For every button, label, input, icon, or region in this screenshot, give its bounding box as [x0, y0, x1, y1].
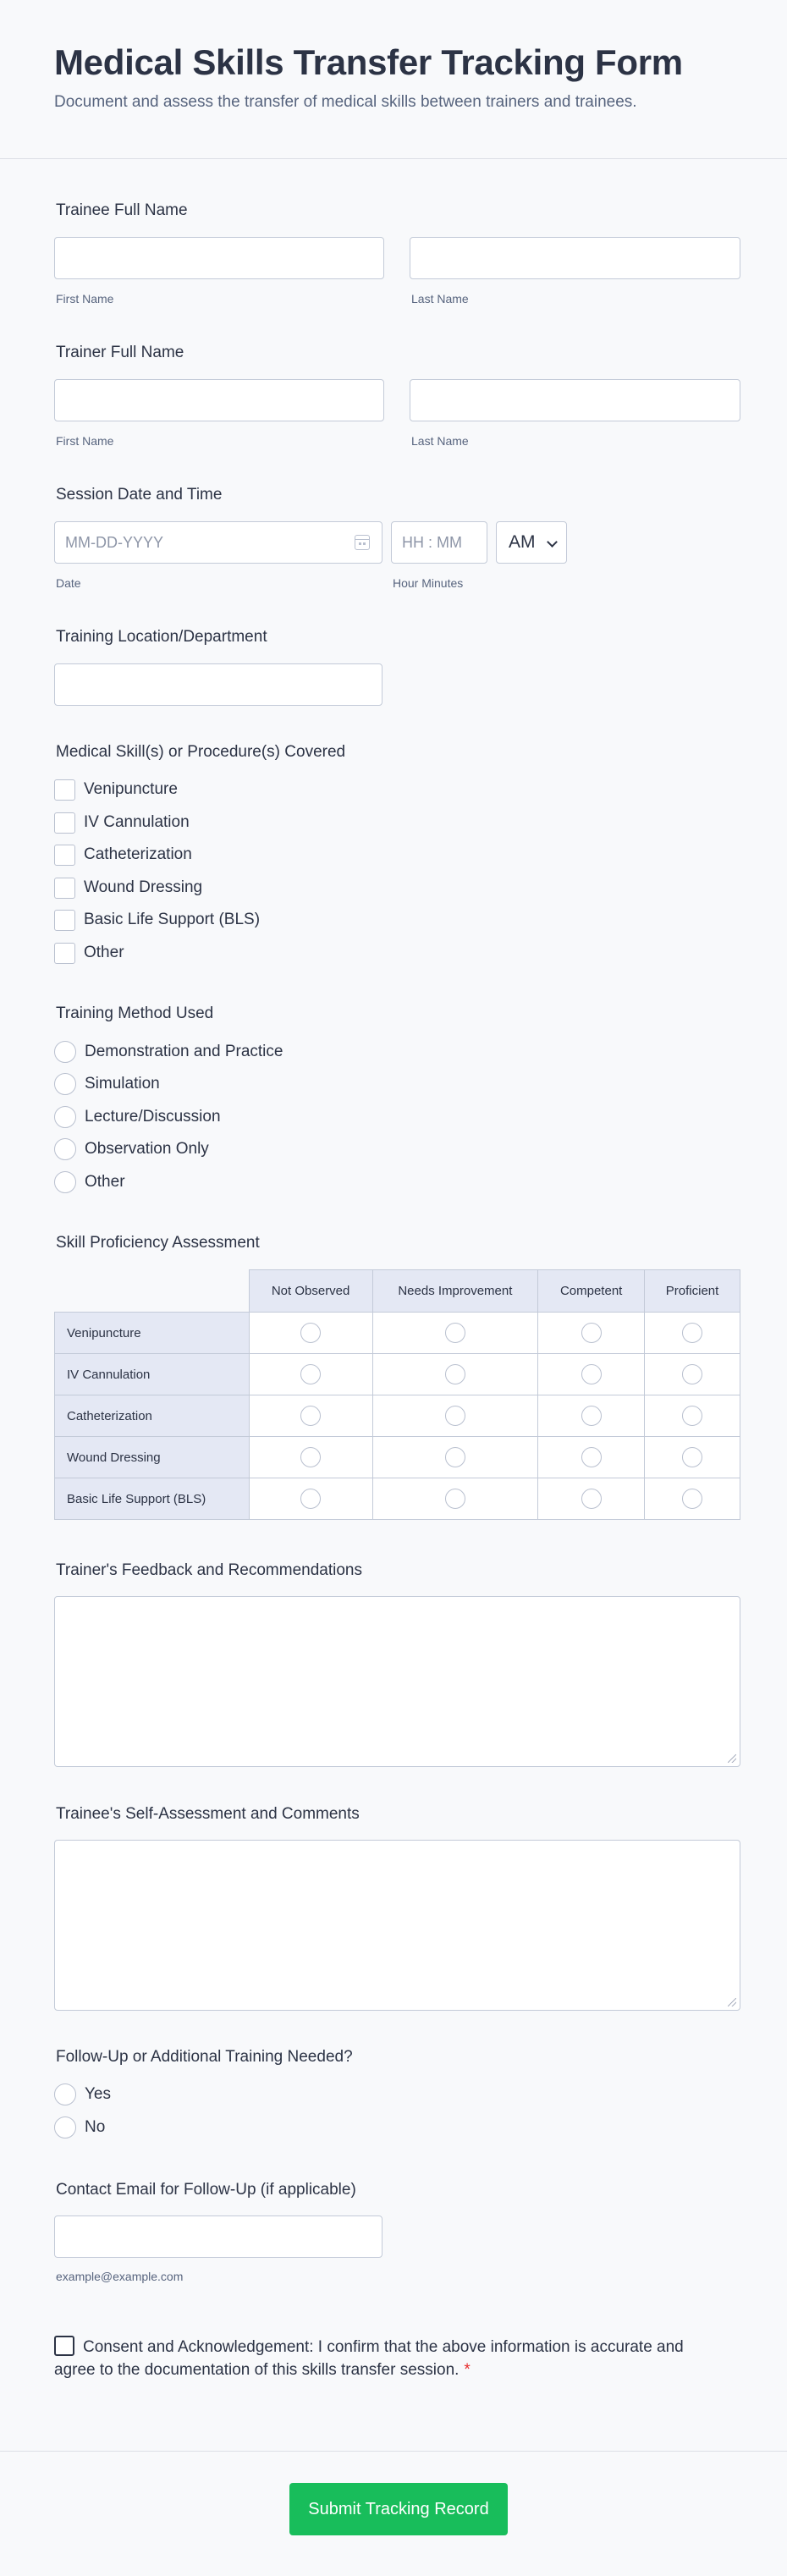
skill-option-label: Wound Dressing — [84, 878, 203, 896]
follow-up-option-label: Yes — [85, 2085, 111, 2103]
self-assessment-label: Trainee's Self-Assessment and Comments — [56, 1805, 360, 1823]
trainee-last-name-sublabel: Last Name — [411, 292, 469, 305]
page-subtitle: Document and assess the transfer of medical skills between trainers and trainees. — [54, 93, 637, 111]
skill-option-other[interactable] — [54, 941, 124, 965]
matrix-row-header: Wound Dressing — [55, 1437, 250, 1478]
resize-handle-icon[interactable] — [728, 1998, 736, 2006]
skill-option-label: Venipuncture — [84, 780, 178, 798]
radio-button[interactable] — [54, 2116, 76, 2138]
matrix-column-header: Not Observed — [249, 1270, 372, 1313]
trainer-first-name-sublabel: First Name — [56, 434, 114, 448]
session-date-sublabel: Date — [56, 576, 81, 590]
matrix-radio[interactable] — [682, 1489, 702, 1509]
trainee-first-name-sublabel: First Name — [56, 292, 114, 305]
matrix-radio[interactable] — [300, 1406, 321, 1426]
matrix-radio[interactable] — [445, 1447, 465, 1467]
matrix-radio[interactable] — [445, 1323, 465, 1343]
radio-button[interactable] — [54, 1106, 76, 1128]
required-marker: * — [464, 2361, 471, 2379]
skill-option-label: IV Cannulation — [84, 813, 190, 831]
checkbox[interactable] — [54, 878, 75, 899]
ampm-value: AM — [509, 532, 536, 552]
skill-option-catheterization[interactable] — [54, 843, 192, 867]
matrix-radio[interactable] — [581, 1364, 602, 1384]
consent-field[interactable] — [54, 2336, 697, 2381]
ampm-select[interactable] — [496, 521, 567, 564]
skill-option-iv-cannulation[interactable] — [54, 811, 190, 834]
trainee-first-name-input[interactable] — [54, 237, 384, 279]
follow-up-option-yes[interactable] — [54, 2083, 111, 2106]
trainer-first-name-input[interactable] — [54, 379, 384, 421]
session-time-input[interactable] — [391, 521, 487, 564]
feedback-label: Trainer's Feedback and Recommendations — [56, 1561, 362, 1579]
calendar-icon[interactable] — [355, 535, 370, 550]
self-assessment-textarea[interactable] — [54, 1840, 740, 2011]
consent-text: Consent and Acknowledgement: I confirm that the above information is accurate and agree to the documentation of this skills transfer session. — [54, 2338, 684, 2379]
contact-email-label: Contact Email for Follow-Up (if applicable) — [56, 2181, 356, 2199]
follow-up-label: Follow-Up or Additional Training Needed? — [56, 2048, 353, 2066]
method-option-label: Lecture/Discussion — [85, 1108, 221, 1126]
resize-handle-icon[interactable] — [728, 1754, 736, 1763]
assessment-label: Skill Proficiency Assessment — [56, 1234, 260, 1252]
follow-up-option-label: No — [85, 2118, 106, 2136]
checkbox[interactable] — [54, 812, 75, 834]
skill-option-label: Catheterization — [84, 845, 192, 863]
matrix-radio[interactable] — [581, 1489, 602, 1509]
matrix-radio[interactable] — [581, 1323, 602, 1343]
matrix-radio[interactable] — [581, 1406, 602, 1426]
matrix-row — [55, 1354, 740, 1395]
radio-button[interactable] — [54, 2083, 76, 2105]
skill-option-label: Basic Life Support (BLS) — [84, 911, 261, 928]
matrix-corner — [55, 1270, 250, 1313]
radio-button[interactable] — [54, 1073, 76, 1095]
method-label: Training Method Used — [56, 1005, 214, 1022]
skill-option-wound-dressing[interactable] — [54, 876, 202, 900]
checkbox[interactable] — [54, 910, 75, 931]
skill-option-bls[interactable] — [54, 908, 260, 932]
location-label: Training Location/Department — [56, 628, 267, 646]
session-date-input[interactable] — [54, 521, 382, 564]
method-option-observation[interactable] — [54, 1137, 209, 1161]
matrix-radio[interactable] — [300, 1364, 321, 1384]
method-option-lecture[interactable] — [54, 1105, 221, 1129]
matrix-row-header: Venipuncture — [55, 1313, 250, 1354]
radio-button[interactable] — [54, 1171, 76, 1193]
matrix-radio[interactable] — [300, 1447, 321, 1467]
trainer-name-label: Trainer Full Name — [56, 344, 184, 361]
skills-label: Medical Skill(s) or Procedure(s) Covered — [56, 743, 346, 761]
skill-option-venipuncture[interactable] — [54, 778, 178, 801]
method-option-simulation[interactable] — [54, 1072, 160, 1096]
matrix-radio[interactable] — [445, 1489, 465, 1509]
matrix-radio[interactable] — [682, 1323, 702, 1343]
form-header — [0, 0, 787, 159]
matrix-row — [55, 1313, 740, 1354]
matrix-row — [55, 1395, 740, 1437]
method-option-label: Other — [85, 1173, 125, 1191]
radio-button[interactable] — [54, 1041, 76, 1063]
matrix-row-header: Basic Life Support (BLS) — [55, 1478, 250, 1520]
matrix-column-header: Competent — [538, 1270, 645, 1313]
trainee-last-name-input[interactable] — [410, 237, 740, 279]
assessment-matrix — [54, 1269, 740, 1520]
checkbox[interactable] — [54, 845, 75, 866]
method-option-label: Demonstration and Practice — [85, 1043, 283, 1060]
matrix-row-header: IV Cannulation — [55, 1354, 250, 1395]
chevron-down-icon — [547, 537, 558, 548]
trainer-last-name-input[interactable] — [410, 379, 740, 421]
matrix-radio[interactable] — [445, 1406, 465, 1426]
method-option-other[interactable] — [54, 1170, 125, 1194]
matrix-radio[interactable] — [682, 1447, 702, 1467]
checkbox[interactable] — [54, 779, 75, 801]
matrix-row — [55, 1478, 740, 1520]
matrix-radio[interactable] — [300, 1323, 321, 1343]
method-option-label: Observation Only — [85, 1140, 209, 1158]
session-date-placeholder: MM-DD-YYYY — [65, 533, 163, 551]
contact-email-sublabel: example@example.com — [56, 2270, 184, 2283]
checkbox[interactable] — [54, 943, 75, 964]
radio-button[interactable] — [54, 1138, 76, 1160]
session-datetime-label: Session Date and Time — [56, 486, 223, 504]
skill-option-label: Other — [84, 944, 124, 961]
matrix-radio[interactable] — [682, 1406, 702, 1426]
location-input[interactable] — [54, 663, 382, 706]
trainee-name-label: Trainee Full Name — [56, 201, 188, 219]
trainer-last-name-sublabel: Last Name — [411, 434, 469, 448]
follow-up-option-no[interactable] — [54, 2116, 105, 2139]
matrix-column-header: Proficient — [645, 1270, 740, 1313]
matrix-radio[interactable] — [300, 1489, 321, 1509]
method-option-label: Simulation — [85, 1075, 160, 1093]
matrix-row — [55, 1437, 740, 1478]
submit-button[interactable]: Submit Tracking Record — [289, 2483, 508, 2535]
matrix-column-header: Needs Improvement — [372, 1270, 538, 1313]
page-title: Medical Skills Transfer Tracking Form — [54, 42, 683, 82]
matrix-radio[interactable] — [445, 1364, 465, 1384]
method-option-demonstration[interactable] — [54, 1040, 283, 1064]
contact-email-input[interactable] — [54, 2215, 382, 2258]
matrix-row-header: Catheterization — [55, 1395, 250, 1437]
matrix-radio[interactable] — [682, 1364, 702, 1384]
consent-checkbox[interactable] — [54, 2336, 74, 2356]
session-time-sublabel: Hour Minutes — [393, 576, 464, 590]
matrix-radio[interactable] — [581, 1447, 602, 1467]
session-time-placeholder: HH : MM — [402, 533, 462, 551]
feedback-textarea[interactable] — [54, 1596, 740, 1767]
